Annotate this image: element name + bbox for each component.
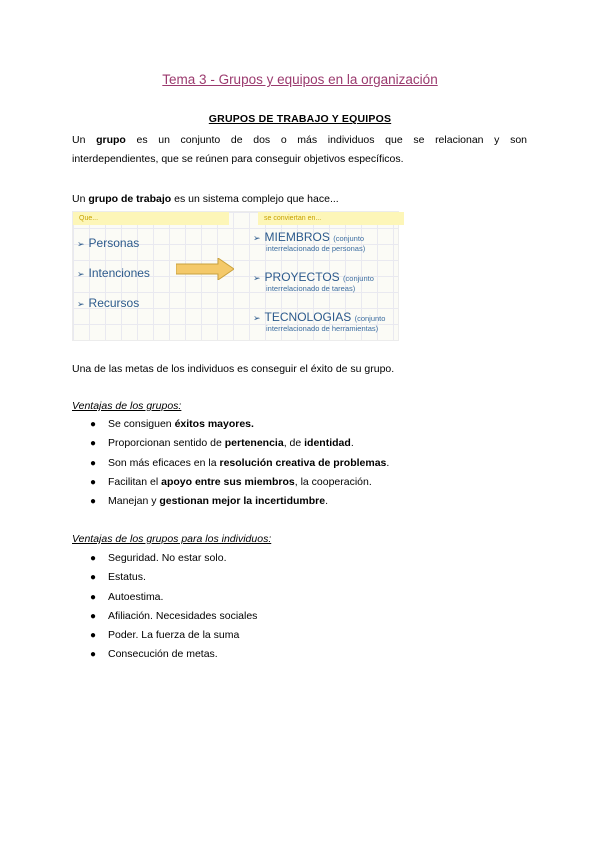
arrowhead-icon: ➢ xyxy=(253,273,261,283)
diagram-left-header: Que... xyxy=(73,212,229,225)
arrowhead-icon: ➢ xyxy=(253,313,261,323)
diagram-item-label: MIEMBROS xyxy=(264,230,330,244)
diagram-item-label: Personas xyxy=(88,236,140,250)
list-item: ● Se consiguen éxitos mayores. xyxy=(90,415,389,434)
list-item: ● Facilitan el apoyo entre sus miembros, la cooperación. xyxy=(90,473,389,492)
paragraph-line-2: interdependientes, que se reúnen para conseguir objetivos específicos. xyxy=(72,153,404,165)
bullet-icon: ● xyxy=(90,496,97,508)
list-item: ● Proporcionan sentido de pertenencia, de identidad. xyxy=(90,434,389,453)
arrowhead-icon: ➢ xyxy=(77,299,85,309)
diagram-right-item xyxy=(253,230,365,253)
list-item: ● Son más eficaces en la resolución creativa de problemas. xyxy=(90,454,389,473)
diagram-item-label: TECNOLOGIAS xyxy=(264,310,352,324)
bullet-icon: ● xyxy=(90,572,97,584)
paragraph-grupo-de-trabajo xyxy=(72,190,527,209)
diagram-right-item xyxy=(253,270,374,293)
diagram-left-item xyxy=(77,266,150,280)
diagram-left-item xyxy=(77,296,139,310)
diagram-right-header: se conviertan en... xyxy=(258,212,404,225)
diagram-item-sub: (conjunto xyxy=(354,314,386,323)
list-item: ● Afiliación. Necesidades sociales xyxy=(90,607,257,626)
list-ventajas-individuos xyxy=(90,549,257,665)
paragraph-grupo-definition xyxy=(72,131,527,169)
bullet-icon: ● xyxy=(90,553,97,564)
right-arrow-icon xyxy=(176,258,234,280)
text-run: Un xyxy=(72,134,97,146)
bullet-icon: ● xyxy=(90,649,97,661)
list-item: ● Consecución de metas. xyxy=(90,645,257,664)
bullet-icon: ● xyxy=(90,438,97,450)
text-run: es un conjunto de dos o más individuos que se relacionan y son xyxy=(125,134,527,146)
list-item: ● Poder. La fuerza de la suma xyxy=(90,626,257,645)
diagram-item-sub: (conjunto xyxy=(333,234,365,243)
paragraph-metas: Una de las metas de los individuos es conseguir el éxito de su grupo. xyxy=(72,363,395,375)
text-run: es un sistema complejo que hace... xyxy=(171,193,339,205)
list-item: ● Estatus. xyxy=(90,568,257,587)
subheading-ventajas-individuos: Ventajas de los grupos para los individuos: xyxy=(72,533,272,545)
bullet-icon: ● xyxy=(90,610,97,622)
subheading-ventajas-grupos: Ventajas de los grupos: xyxy=(72,400,182,412)
list-item: ● Autoestima. xyxy=(90,588,257,607)
diagram-item-sub: interrelacionado de tareas) xyxy=(266,284,356,293)
diagram-item-sub: interrelacionado de personas) xyxy=(266,244,366,253)
diagram-item-label: Intenciones xyxy=(88,266,150,280)
arrowhead-icon: ➢ xyxy=(77,239,85,249)
list-item: ● Seguridad. No estar solo. xyxy=(90,549,257,568)
section-heading: GRUPOS DE TRABAJO Y EQUIPOS xyxy=(208,113,392,125)
bullet-icon: ● xyxy=(90,457,97,469)
page-title: Tema 3 - Grupos y equipos en la organización xyxy=(162,72,438,87)
diagram-item-label: Recursos xyxy=(88,296,140,310)
diagram-item-sub: interrelacionado de herramientas) xyxy=(266,324,379,333)
bold-term: grupo de trabajo xyxy=(88,193,172,205)
arrowhead-icon: ➢ xyxy=(253,233,261,243)
bullet-icon: ● xyxy=(90,419,97,430)
diagram-item-label: PROYECTOS xyxy=(264,270,340,284)
bullet-icon: ● xyxy=(90,591,97,603)
bullet-icon: ● xyxy=(90,630,97,642)
arrowhead-icon: ➢ xyxy=(77,269,85,279)
diagram-item-sub: (conjunto xyxy=(343,274,374,283)
bold-term: grupo xyxy=(96,134,126,146)
list-item: ● Manejan y gestionan mejor la incertidumbre. xyxy=(90,492,389,511)
group-diagram xyxy=(72,211,399,341)
paragraph-line-1 xyxy=(72,131,527,150)
diagram-right-item xyxy=(253,310,385,333)
diagram-left-item xyxy=(77,236,139,250)
list-ventajas-grupos xyxy=(90,415,389,511)
bullet-icon: ● xyxy=(90,476,97,488)
text-run: Un xyxy=(72,193,89,205)
